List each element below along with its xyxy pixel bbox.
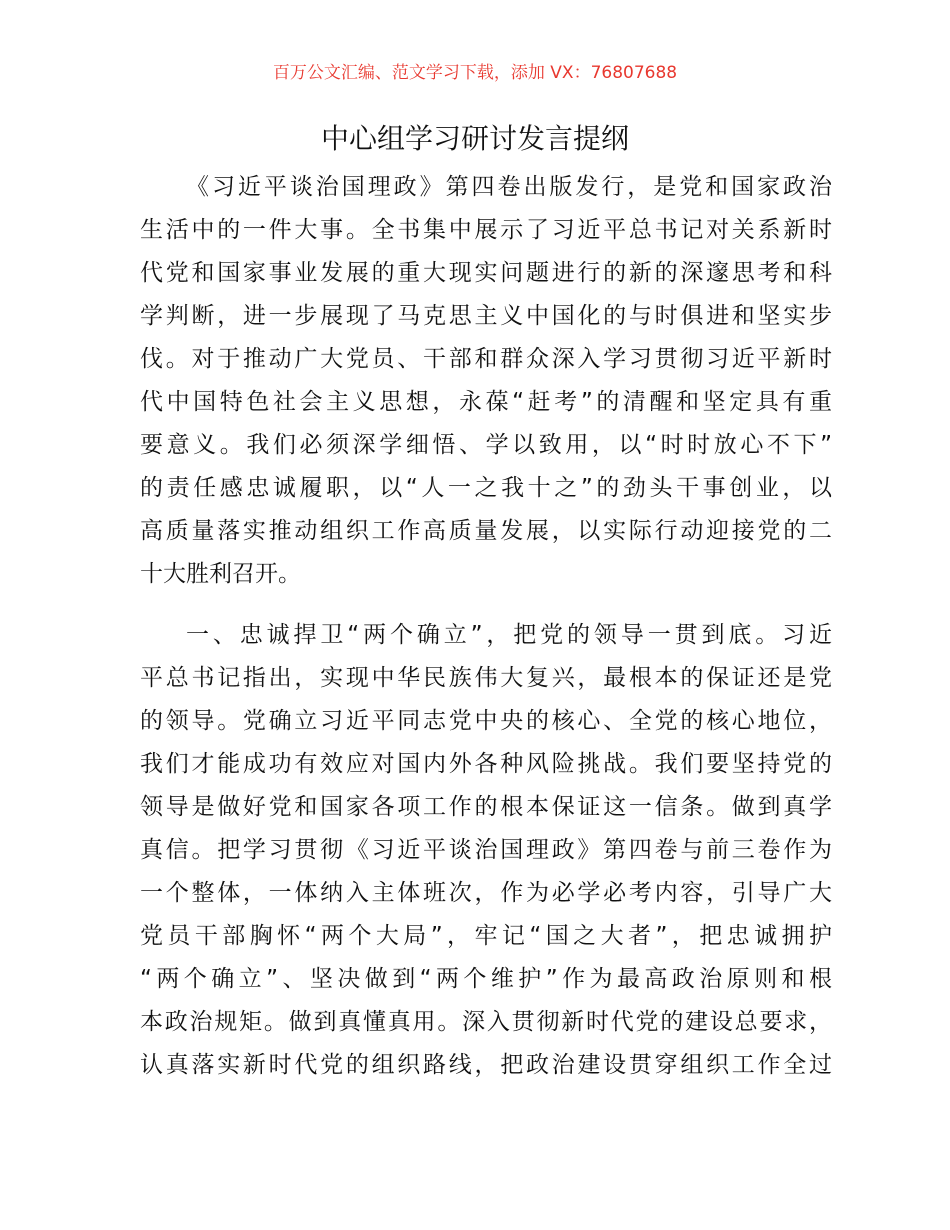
paragraph-section-one <box>140 614 832 1087</box>
text-line: 高质量落实推动组织工作高质量发展，以实际行动迎接党的二 <box>140 518 832 544</box>
text-line: 代党和国家事业发展的重大现实问题进行的新的深邃思考和科 <box>140 260 832 286</box>
watermark-header: 百万公文汇编、范文学习下载，添加 VX：76807688 <box>272 63 678 83</box>
document-title: 中心组学习研讨发言提纲 <box>320 122 629 155</box>
text-line: 的责任感忠诚履职，以“人一之我十之”的劲头干事创业，以 <box>140 475 832 501</box>
text-line: 本政治规矩。做到真懂真用。深入贯彻新时代党的建设总要求， <box>140 1009 832 1035</box>
text-line: 代中国特色社会主义思想，永葆“赶考”的清醒和坚定具有重 <box>140 389 832 415</box>
text-line: 我们才能成功有效应对国内外各种风险挑战。我们要坚持党的 <box>140 751 832 777</box>
paragraph-intro <box>140 166 832 596</box>
text-line: 党员干部胸怀“两个大局”，牢记“国之大者”，把忠诚拥护 <box>140 923 832 949</box>
text-line: 认真落实新时代党的组织路线，把政治建设贯穿组织工作全过 <box>140 1052 832 1078</box>
text-line: 十大胜利召开。 <box>140 561 301 587</box>
text-line: 一个整体，一体纳入主体班次，作为必学必考内容，引导广大 <box>140 880 832 906</box>
text-line: 真信。把学习贯彻《习近平谈治国理政》第四卷与前三卷作为 <box>140 837 832 863</box>
text-line: 生活中的一件大事。全书集中展示了习近平总书记对关系新时 <box>140 217 832 243</box>
text-line: 的领导。党确立习近平同志党中央的核心、全党的核心地位， <box>140 708 832 734</box>
section-heading-line: 一、忠诚捍卫“两个确立”，把党的领导一贯到底。习近 <box>186 622 832 648</box>
text-line: 要意义。我们必须深学细悟、学以致用，以“时时放心不下” <box>140 432 832 458</box>
text-line: 伐。对于推动广大党员、干部和群众深入学习贯彻习近平新时 <box>140 346 832 372</box>
text-line: “两个确立”、坚决做到“两个维护”作为最高政治原则和根 <box>140 966 832 992</box>
text-line: 《习近平谈治国理政》第四卷出版发行，是党和国家政治 <box>186 174 832 200</box>
text-line: 平总书记指出，实现中华民族伟大复兴，最根本的保证还是党 <box>140 665 832 691</box>
text-line: 领导是做好党和国家各项工作的根本保证这一信条。做到真学 <box>140 794 832 820</box>
text-line: 学判断，进一步展现了马克思主义中国化的与时俱进和坚实步 <box>140 303 832 329</box>
